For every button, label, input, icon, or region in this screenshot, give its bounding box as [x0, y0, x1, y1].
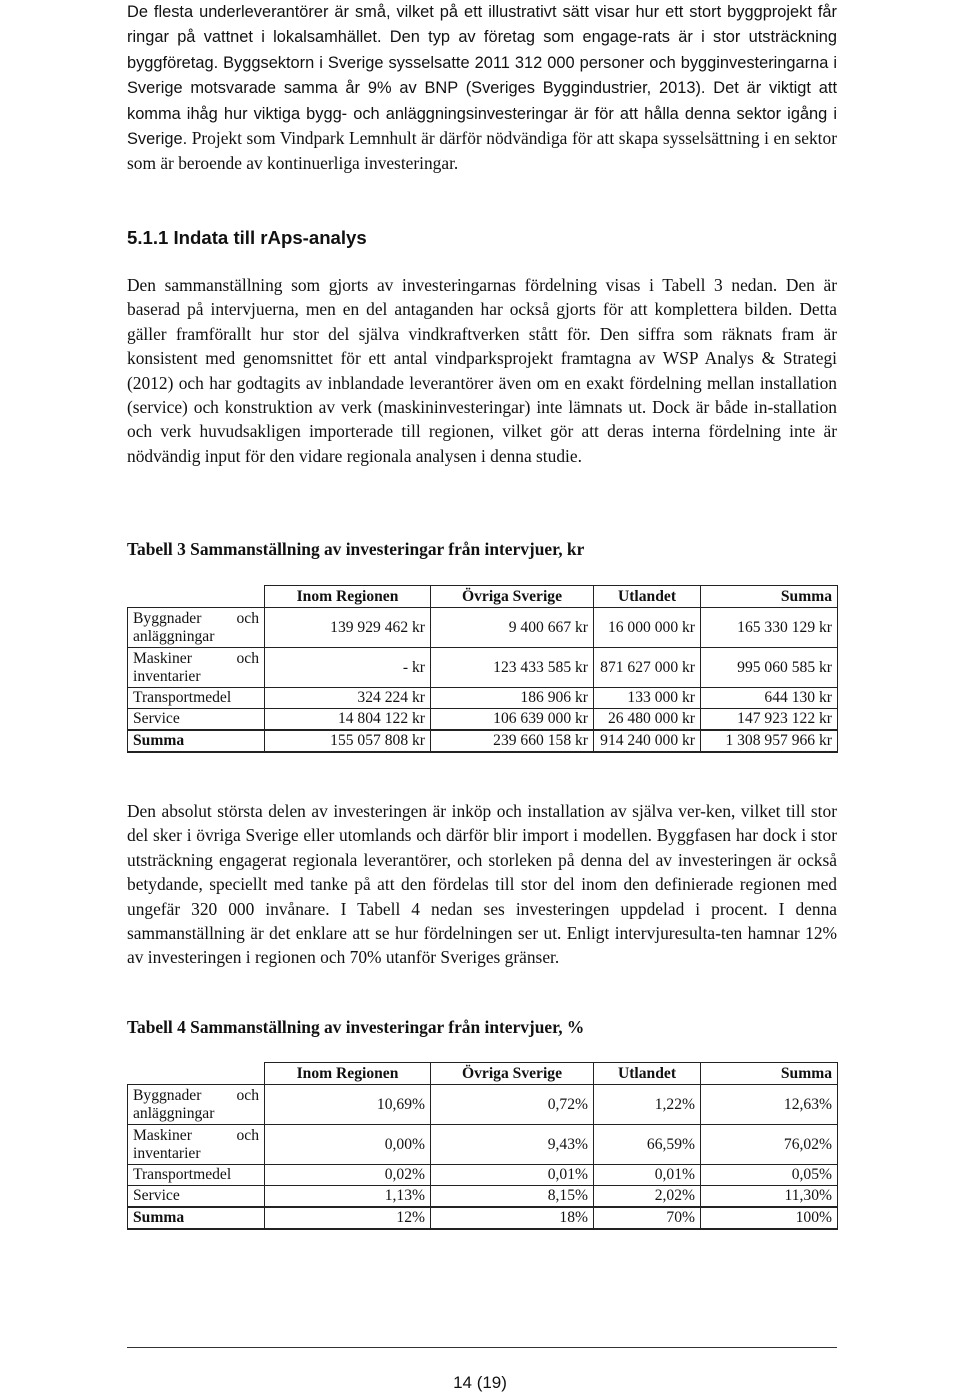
row-label-word: och — [236, 1126, 259, 1144]
table-cell: 0,00% — [265, 1125, 431, 1165]
row-label: Service — [128, 709, 265, 731]
table-total-row — [128, 1207, 838, 1229]
table-row — [128, 1165, 838, 1186]
row-label-word: Byggnader — [133, 1086, 202, 1104]
table-cell: 9 400 667 kr — [431, 608, 594, 648]
row-label-word: inventarier — [133, 667, 201, 685]
table-row — [128, 1085, 838, 1125]
table-cell: 8,15% — [431, 1186, 594, 1208]
row-label-word: och — [236, 609, 259, 627]
row-label-word: inventarier — [133, 1144, 201, 1162]
table-row — [128, 1125, 838, 1165]
row-label-word: och — [236, 649, 259, 667]
table4-header-cell: Summa — [701, 1063, 838, 1085]
table-cell: 914 240 000 kr — [594, 730, 701, 752]
table-cell: 10,69% — [265, 1085, 431, 1125]
table-cell: 1,22% — [594, 1085, 701, 1125]
table-cell: 239 660 158 kr — [431, 730, 594, 752]
row-label: Transportmedel — [128, 688, 265, 709]
table-cell: 0,72% — [431, 1085, 594, 1125]
row-label-word: Maskiner — [133, 1126, 192, 1144]
table-cell: 12% — [265, 1207, 431, 1229]
row-label-word: och — [236, 1086, 259, 1104]
table3-header-cell: Summa — [701, 586, 838, 608]
table-cell: 66,59% — [594, 1125, 701, 1165]
table-cell: 155 057 808 kr — [265, 730, 431, 752]
table-cell: 123 433 585 kr — [431, 648, 594, 688]
table-cell: 18% — [431, 1207, 594, 1229]
table-cell: 76,02% — [701, 1125, 838, 1165]
section-paragraph: Den sammanställning som gjorts av investeringarnas fördelning visas i Tabell 3 nedan. Den är baserad på intervjuerna, men en del antaganden har också gjorts för att komplettera bilden. Detta gäller framförallt hur stor del själva vindkraftverken stått för. Den siffra som räknats fram är konsistent med genomsnittet för ett antal vindparksprojekt framtagna av WSP Analys & Strategi (2012) och har godtagits av inblandade leverantörer även om en exakt fördelning mellan installation (service) och konstruktion av verk (maskininvesteringar) inte lämnats ut. Dock är både in-stallation och verk huvudsakligen importerade till regionen, vilket gör att deras interna fördelning inte är nödvändig input för den vidare regionala analysen i denna studie. — [127, 275, 837, 466]
table-cell: 139 929 462 kr — [265, 608, 431, 648]
row-label: Summa — [128, 730, 265, 752]
row-label: Summa — [128, 1207, 265, 1229]
table3 — [127, 585, 838, 753]
footer-divider — [127, 1347, 837, 1348]
table-cell: 14 804 122 kr — [265, 709, 431, 731]
table-cell: 106 639 000 kr — [431, 709, 594, 731]
table3-header-cell: Utlandet — [594, 586, 701, 608]
page-number: 14 (19) — [453, 1373, 507, 1392]
table3-corner-cell — [128, 586, 265, 608]
middle-paragraph: Den absolut största delen av investeringen är inköp och installation av själva ver-ken, vilket till stor del sker i övriga Sverige eller utomlands och därför blir import i modellen. Byggfasen har dock i stor utsträckning engagerat regionala leverantörer, och storleken på denna del av investeringen är också betydande, speciellt med tanke på att den fördelas till stor del inom den definierade regionen med ungefär 320 000 invånare. I Tabell 4 nedan ses investeringen uppdelad i procent. I denna sammanställning är det enklare att se hur fördelningen ser ut. Enligt intervjuresulta-ten hamnar 12% av investeringen i regionen och 70% utanför Sveriges gränser. — [127, 801, 837, 968]
table-total-row — [128, 730, 838, 752]
table-cell: 1 308 957 966 kr — [701, 730, 838, 752]
table-cell: 70% — [594, 1207, 701, 1229]
table-cell: 324 224 kr — [265, 688, 431, 709]
table-cell: 644 130 kr — [701, 688, 838, 709]
row-label-word: Maskiner — [133, 649, 192, 667]
intro-paragraph — [127, 0, 837, 176]
table-cell: 871 627 000 kr — [594, 648, 701, 688]
table3-header-cell: Övriga Sverige — [431, 586, 594, 608]
row-label-word: anläggningar — [133, 1104, 215, 1122]
row-label — [128, 1085, 265, 1125]
table4-header-cell: Övriga Sverige — [431, 1063, 594, 1085]
table-cell: 0,01% — [594, 1165, 701, 1186]
table3-header-row — [128, 586, 838, 608]
table4-corner-cell — [128, 1063, 265, 1085]
row-label: Transportmedel — [128, 1165, 265, 1186]
table-cell: 165 330 129 kr — [701, 608, 838, 648]
table3-caption: Tabell 3 Sammanställning av investeringar från intervjuer, kr — [127, 539, 585, 559]
table-cell: 0,01% — [431, 1165, 594, 1186]
table-cell: 995 060 585 kr — [701, 648, 838, 688]
table-cell: - kr — [265, 648, 431, 688]
table3-header-cell: Inom Regionen — [265, 586, 431, 608]
table4-header-cell: Inom Regionen — [265, 1063, 431, 1085]
table-cell: 9,43% — [431, 1125, 594, 1165]
row-label — [128, 648, 265, 688]
row-label-word: Byggnader — [133, 609, 202, 627]
table4 — [127, 1062, 838, 1230]
table-cell: 16 000 000 kr — [594, 608, 701, 648]
table-cell: 2,02% — [594, 1186, 701, 1208]
row-label — [128, 1125, 265, 1165]
table-cell: 0,02% — [265, 1165, 431, 1186]
table-cell: 0,05% — [701, 1165, 838, 1186]
row-label — [128, 608, 265, 648]
table-cell: 26 480 000 kr — [594, 709, 701, 731]
row-label: Service — [128, 1186, 265, 1208]
table-cell: 12,63% — [701, 1085, 838, 1125]
table-row — [128, 608, 838, 648]
table-cell: 100% — [701, 1207, 838, 1229]
table-cell: 1,13% — [265, 1186, 431, 1208]
table-row — [128, 1186, 838, 1208]
intro-paragraph-serif-part: Projekt som Vindpark Lemnhult är därför nödvändiga för att skapa sysselsättning i en sektor som är beroende av kontinuerliga investeringar. — [127, 128, 837, 174]
section-heading: 5.1.1 Indata till rAps-analys — [127, 227, 367, 248]
table4-header-cell: Utlandet — [594, 1063, 701, 1085]
intro-paragraph-sans-part: De flesta underleverantörer är små, vilket på ett illustrativt sätt visar hur ett stort byggprojekt får ringar på vattnet i lokalsamhället. Den typ av företag som engage-rats är i stor utsträckning byggföretag. Byggsektorn i Sverige sysselsatte 2011 312 000 personer och bygginvesteringarna i Sverige motsvarade samma år 9% av BNP (Sveriges Byggindustrier, 2013). Det är viktigt att komma ihåg hur viktiga bygg- och anläggningsinvesteringar är för att hålla denna sektor igång i Sverige. — [127, 3, 837, 149]
row-label-word: anläggningar — [133, 627, 215, 645]
table-row — [128, 688, 838, 709]
table-row — [128, 648, 838, 688]
table-cell: 11,30% — [701, 1186, 838, 1208]
table-cell: 186 906 kr — [431, 688, 594, 709]
table-cell: 147 923 122 kr — [701, 709, 838, 731]
table-row — [128, 709, 838, 731]
table4-header-row — [128, 1063, 838, 1085]
table-cell: 133 000 kr — [594, 688, 701, 709]
table4-caption: Tabell 4 Sammanställning av investeringar från intervjuer, % — [127, 1017, 585, 1037]
